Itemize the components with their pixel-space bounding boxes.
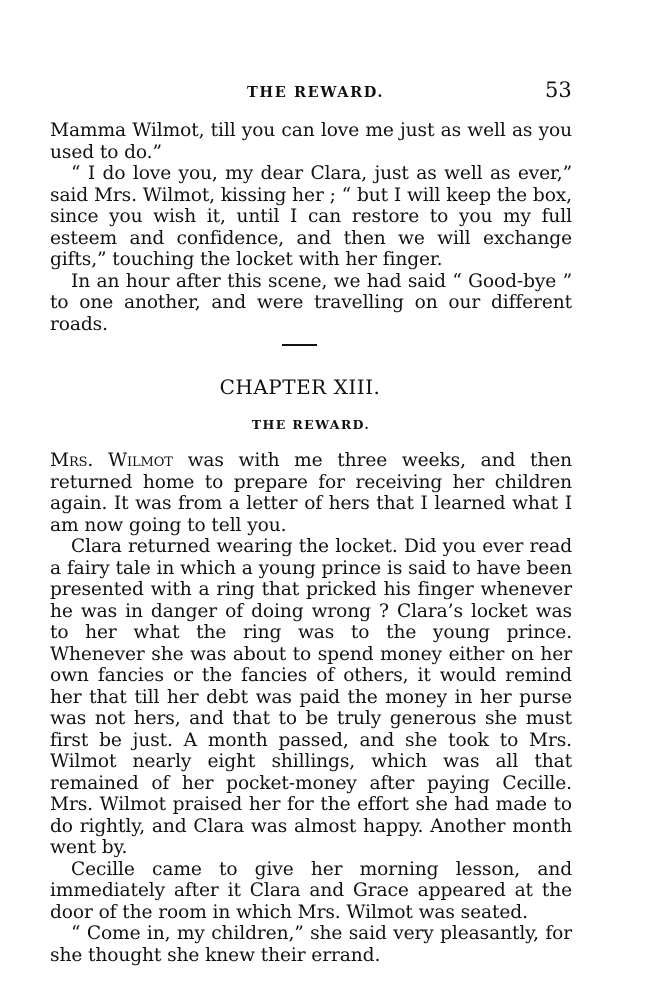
paragraph: In an hour after this scene, we had said “ Good-bye ” to one another, and were travelling on our different roads. (50, 270, 572, 335)
chapter-body (50, 450, 572, 966)
page-number: 53 (545, 78, 572, 102)
continued-text (50, 120, 572, 335)
chapter-title: THE REWARD. (251, 417, 371, 432)
paragraph (50, 450, 572, 536)
paragraph-text: was with me three weeks, and then returned home to prepare for receiving her children again. It was from a letter of hers that I learned what I am now going to tell you. (50, 450, 572, 536)
paragraph: Clara returned wearing the locket. Did you ever read a fairy tale in which a young prince is said to have been presented with a ring that pricked his finger whenever he was in danger of doing wrong ? Clara’s locket was to her what the ring was to the young prince. Whenever she was about to spend money either on her own fancies or the fancies of others, it would remind her that till her debt was paid the money in her purse was not hers, and that to be truly generous she must first be just. A month passed, and she took to Mrs. Wilmot nearly eight shillings, which was all that remained of her pocket-money after paying Cecille. Mrs. Wilmot praised her for the effort she had made to do rightly, and Clara was almost happy. Another month went by. (50, 536, 572, 858)
paragraph: Mamma Wilmot, till you can love me just as well as you used to do.” (50, 120, 572, 163)
paragraph: “ I do love you, my dear Clara, just as well as ever,” said Mrs. Wilmot, kissing her ; “ but I will keep the box, since you wish it, until I can restore to you my full esteem and confidence, and then we will exchange gifts,” touching the locket with her finger. (50, 163, 572, 270)
paragraph: Cecille came to give her morning lesson, and immediately after it Clara and Grace appeared at the door of the room in which Mrs. Wilmot was seated. (50, 858, 572, 923)
section-divider (282, 344, 317, 346)
small-caps-opening: Mrs. Wilmot (50, 450, 173, 471)
running-head: THE REWARD. (247, 84, 385, 101)
chapter-heading: CHAPTER XIII. (219, 375, 381, 399)
paragraph: “ Come in, my children,” she said very pleasantly, for she thought she knew their errand. (50, 923, 572, 966)
